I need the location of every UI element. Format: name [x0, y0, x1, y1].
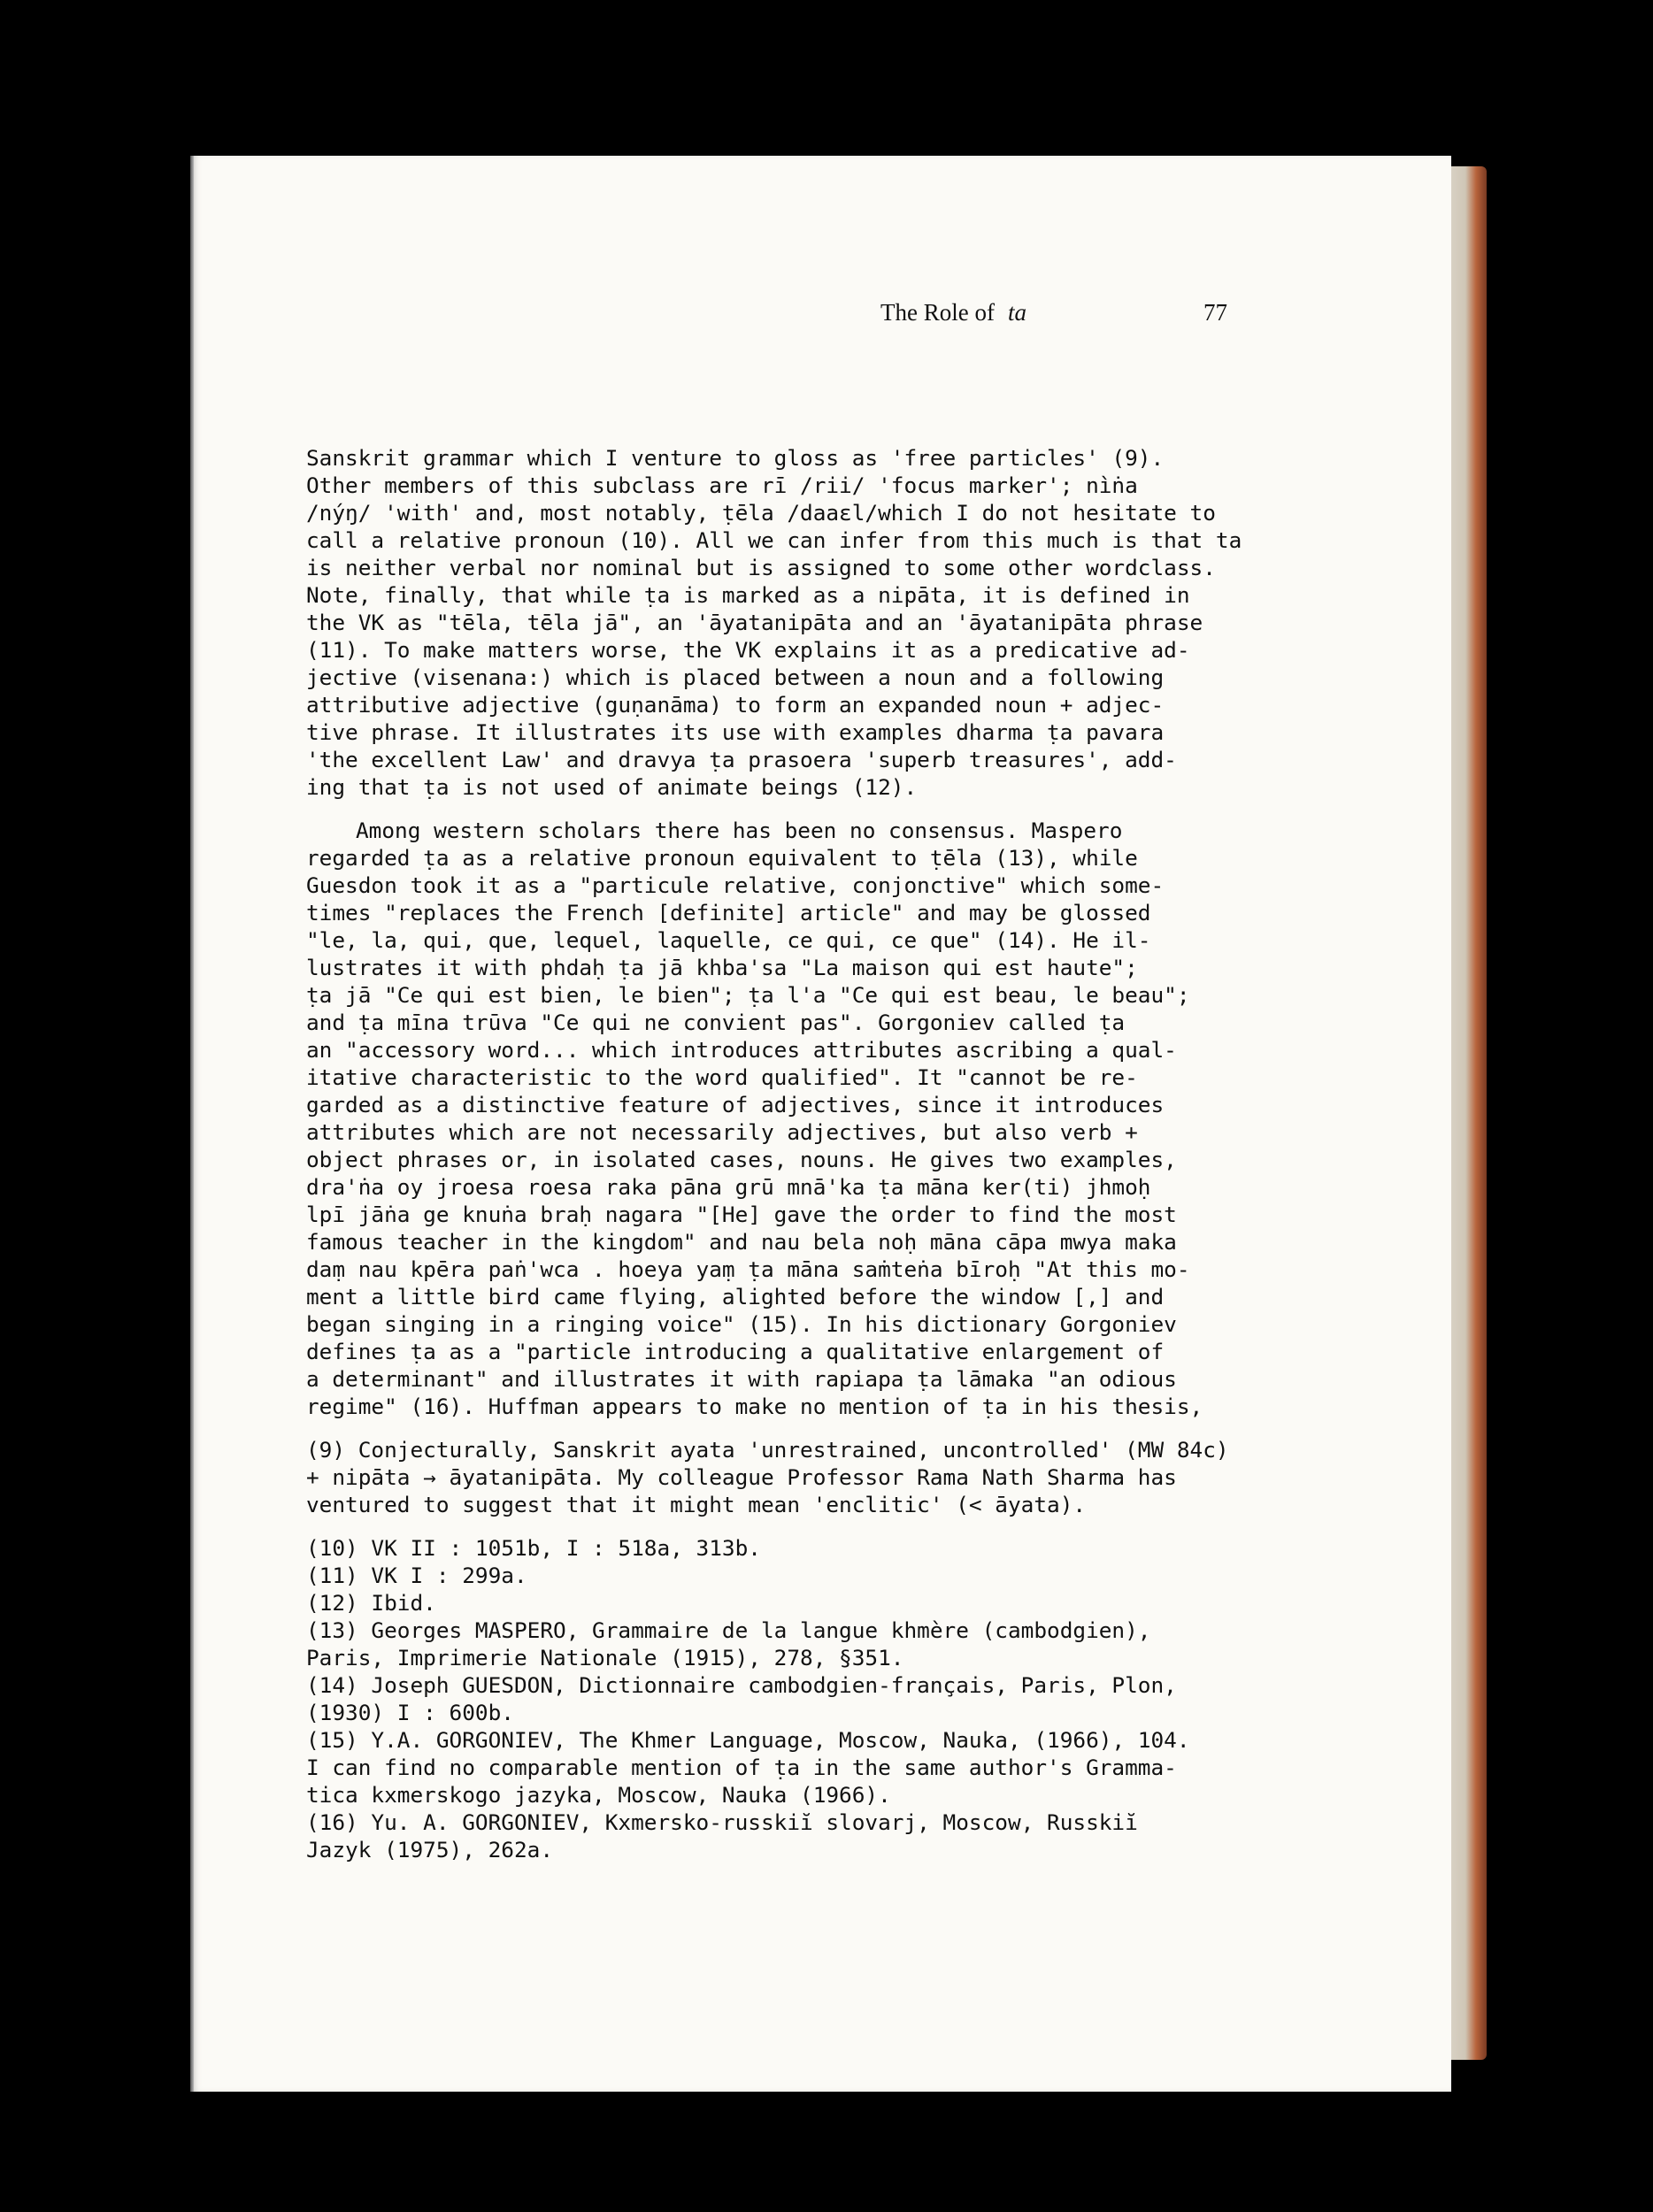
footnote-line: Paris, Imprimerie Nationale (1915), 278, §351. — [306, 1645, 904, 1671]
text-line: object phrases or, in isolated cases, nouns. He gives two examples, — [306, 1147, 1177, 1172]
text-line: is neither verbal nor nominal but is assigned to some other wordclass. — [306, 555, 1216, 580]
text-line: "le, la, qui, que, lequel, laquelle, ce qui, ce que" (14). He il- — [306, 927, 1151, 953]
footnote-line: Jazyk (1975), 262a. — [306, 1837, 554, 1863]
text-line: Among western scholars there has been no consensus. Maspero — [356, 818, 1123, 843]
footnote-line: + nipāta → āyatanipāta. My colleague Professor Rama Nath Sharma has — [306, 1464, 1177, 1490]
text-line: times "replaces the French [definite] article" and may be glossed — [306, 900, 1151, 926]
gutter-shadow — [190, 156, 194, 2092]
text-line: jective (visenana:) which is placed between a noun and a following — [306, 664, 1165, 690]
footnote-line: (15) Y.A. GORGONIEV, The Khmer Language, Moscow, Nauka, (1966), 104. — [306, 1727, 1190, 1753]
text-line: defines ṭa as a "particle introducing a qualitative enlargement of — [306, 1339, 1165, 1364]
page-number: 77 — [1203, 299, 1227, 326]
text-line: the VK as "tēla, tēla jā", an 'āyatanipāta and an 'āyatanipāta phrase — [306, 610, 1203, 635]
text-line: lpī jāṅa ge knuṅa braḥ nagara "[He] gave the order to find the most — [306, 1202, 1177, 1227]
text-line: lustrates it with phdaḥ ṭa jā khba'sa "La maison qui est haute"; — [306, 955, 1138, 980]
text-line: famous teacher in the kingdom" and nau bela noḥ māna cāpa mwya maka — [306, 1229, 1177, 1255]
footnote-line: (9) Conjecturally, Sanskrit ayata 'unrestrained, uncontrolled' (MW 84c) — [306, 1437, 1229, 1463]
text-line: Guesdon took it as a "particule relative, conjonctive" which some- — [306, 872, 1165, 898]
running-header — [880, 299, 1252, 334]
text-line: daṃ nau kpēra paṅ'wca . hoeya yaṃ ṭa māna saṁteṅa bīroḥ "At this mo- — [306, 1256, 1190, 1282]
text-line: attributes which are not necessarily adjectives, but also verb + — [306, 1119, 1138, 1145]
footnote-line: ventured to suggest that it might mean 'enclitic' (< āyata). — [306, 1492, 1087, 1517]
text-line: call a relative pronoun (10). All we can infer from this much is that ta — [306, 527, 1242, 553]
main-text — [306, 444, 1257, 1863]
text-line: regime" (16). Huffman appears to make no mention of ṭa in his thesis, — [306, 1394, 1203, 1419]
footnote-line: (13) Georges MASPERO, Grammaire de la langue khmère (cambodgien), — [306, 1617, 1151, 1643]
text-line: (11). To make matters worse, the VK explains it as a predicative ad- — [306, 637, 1190, 663]
text-line: began singing in a ringing voice" (15). In his dictionary Gorgoniev — [306, 1311, 1177, 1337]
text-line: and ṭa mīna trūva "Ce qui ne convient pas". Gorgoniev called ṭa — [306, 1010, 1126, 1035]
text-line: /nýŋ/ 'with' and, most notably, ṭēla /daaɛl/which I do not hesitate to — [306, 500, 1216, 526]
footnote-line: (14) Joseph GUESDON, Dictionnaire cambodgien-français, Paris, Plon, — [306, 1672, 1177, 1698]
text-line: ing that ṭa is not used of animate beings (12). — [306, 774, 918, 800]
text-line: regarded ṭa as a relative pronoun equivalent to ṭēla (13), while — [306, 845, 1138, 871]
text-line: an "accessory word... which introduces attributes ascribing a qual- — [306, 1037, 1177, 1063]
text-line: Other members of this subclass are rī /rii/ 'focus marker'; nìṅa — [306, 472, 1138, 498]
text-line: tive phrase. It illustrates its use with examples dharma ṭa pavara — [306, 719, 1165, 745]
footnote-line: (10) VK II : 1051b, I : 518a, 313b. — [306, 1535, 761, 1561]
footnote-line: (11) VK I : 299a. — [306, 1563, 527, 1588]
text-line: ment a little bird came flying, alighted before the window [,] and — [306, 1284, 1165, 1310]
text-line: 'the excellent Law' and dravya ṭa prasoera 'superb treasures', add- — [306, 747, 1177, 772]
text-line: Note, finally, that while ṭa is marked as a nipāta, it is defined in — [306, 582, 1190, 608]
text-line: attributive adjective (guṇanāma) to form an expanded noun + adjec- — [306, 692, 1165, 718]
footnote-line: (16) Yu. A. GORGONIEV, Kxmersko-russkiĭ slovarj, Moscow, Russkiĭ — [306, 1809, 1138, 1835]
text-line: Sanskrit grammar which I venture to gloss as 'free particles' (9). — [306, 445, 1165, 471]
footnote-line: I can find no comparable mention of ṭa in the same author's Gramma- — [306, 1755, 1177, 1780]
text-line: a determinant" and illustrates it with rapiapa ṭa lāmaka "an odious — [306, 1366, 1177, 1392]
running-title: The Role of — [880, 299, 995, 326]
running-title-word: ta — [1008, 299, 1027, 326]
text-line: ṭa jā "Ce qui est bien, le bien"; ṭa l'a "Ce qui est beau, le beau"; — [306, 982, 1190, 1008]
text-line: dra'ṅa oy jroesa roesa raka pāna grū mnā'ka ṭa māna ker(ti) jhmoḥ — [306, 1174, 1151, 1200]
text-line: itative characteristic to the word qualified". It "cannot be re- — [306, 1064, 1138, 1090]
text-line: garded as a distinctive feature of adjectives, since it introduces — [306, 1092, 1165, 1118]
footnote-line: (12) Ibid. — [306, 1590, 436, 1616]
footnote-line: tica kxmerskogo jazyka, Moscow, Nauka (1966). — [306, 1782, 891, 1808]
footnote-line: (1930) I : 600b. — [306, 1700, 514, 1725]
